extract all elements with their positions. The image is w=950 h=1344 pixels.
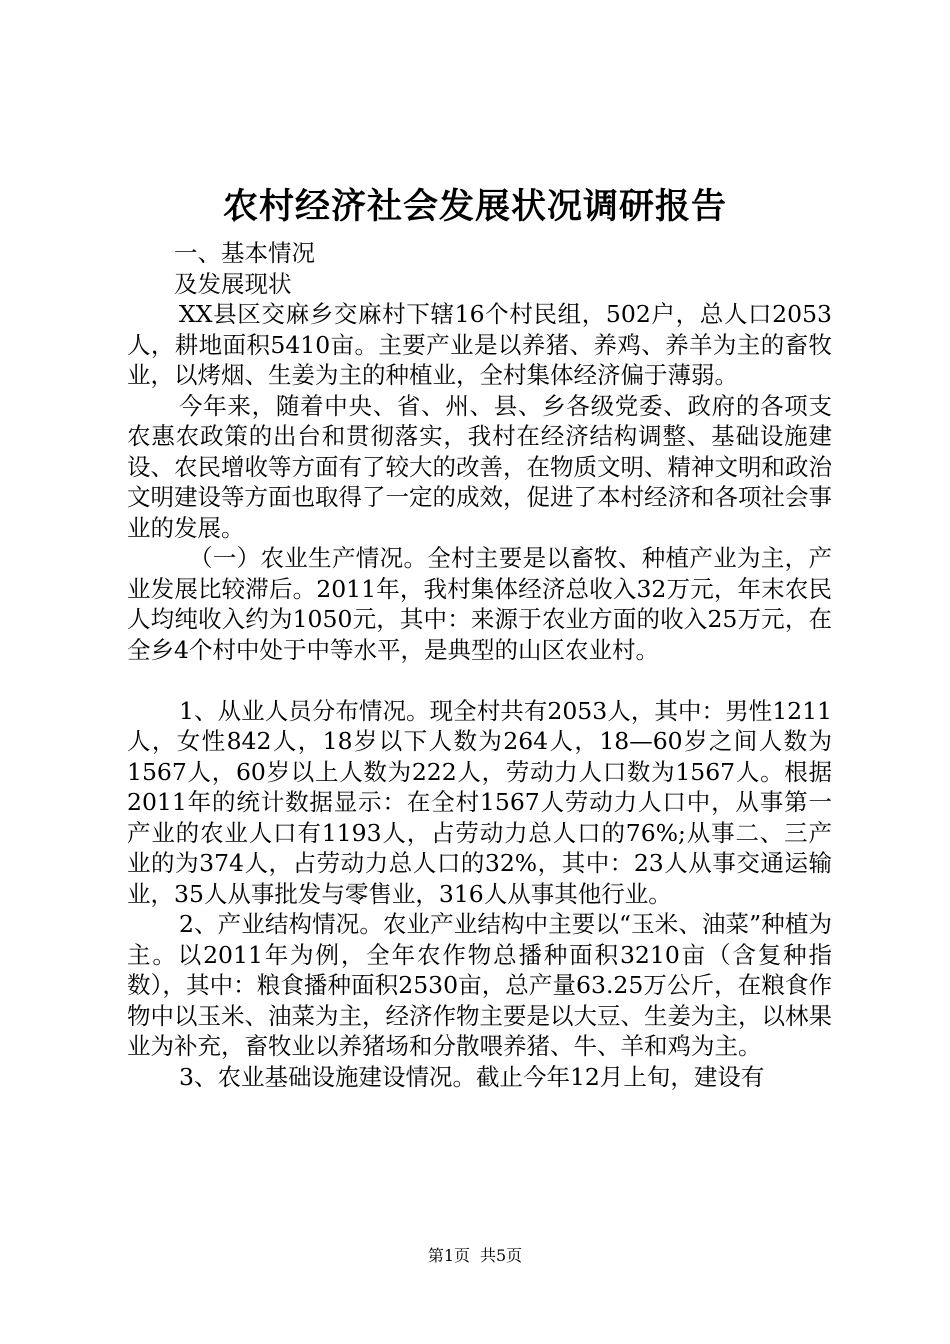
page-number: 第1页 [427,1246,470,1265]
paragraph-industry-structure: 2、产业结构情况。农业产业结构中主要以“玉米、油菜”种植为主。以2011年为例，全年农作物总播种面积3210亩（含复种指数），其中：粮食播种面积2530亩，总产量63.25万公斤，在粮食作物中以玉米、油菜为主，经济作物主要是以大豆、生姜为主，以林果业为补充，畜牧业以养猪场和分散喂养猪、牛、羊和鸡为主。 [127,910,832,1060]
paragraph-employment: 1、从业人员分布情况。现全村共有2053人，其中：男性1211人，女性842人，18岁以下人数为264人，18—60岁之间人数为1567人，60岁以上人数为222人，劳动力人口数为1567人。根据2011年的统计数据显示：在全村1567人劳动力人口中，从事第一产业的农业人口有1193人，占劳动力总人口的76%;从事二、三产业的为374人，占劳动力总人口的32%，其中：23人从事交通运输业，35人从事批发与零售业，316人从事其他行业。 [127,696,832,908]
section-heading: 一、基本情况 [174,239,315,267]
document-body [127,238,832,1092]
paragraph-infrastructure: 3、农业基础设施建设情况。截止今年12月上旬，建设有 [179,1062,765,1091]
section-heading-continued: 及发展现状 [174,269,292,298]
page-total: 共5页 [480,1246,523,1265]
paragraph-spacer [127,665,832,696]
paragraph-overview: XX县区交麻乡交麻村下辖16个村民组，502户，总人口2053人，耕地面积5410亩。主要产业是以养猪、养鸡、养羊为主的畜牧业，以烤烟、生姜为主的种植业，全村集体经济偏于薄弱。 [127,300,832,389]
paragraph-policy: 今年来，随着中央、省、州、县、乡各级党委、政府的各项支农惠农政策的出台和贯彻落实，我村在经济结构调整、基础设施建设、农民增收等方面有了较大的改善，在物质文明、精神文明和政治文明建设等方面也取得了一定的成效，促进了本村经济和各项社会事业的发展。 [127,391,832,542]
page-footer [0,1244,950,1268]
paragraph-agriculture: （一）农业生产情况。全村主要是以畜牧、种植产业为主，产业发展比较滞后。2011年，我村集体经济总收入32万元，年末农民人均纯收入约为1050元，其中：来源于农业方面的收入25万元，在全乡4个村中处于中等水平，是典型的山区农业村。 [127,544,832,664]
document-title: 农村经济社会发展状况调研报告 [222,186,727,227]
